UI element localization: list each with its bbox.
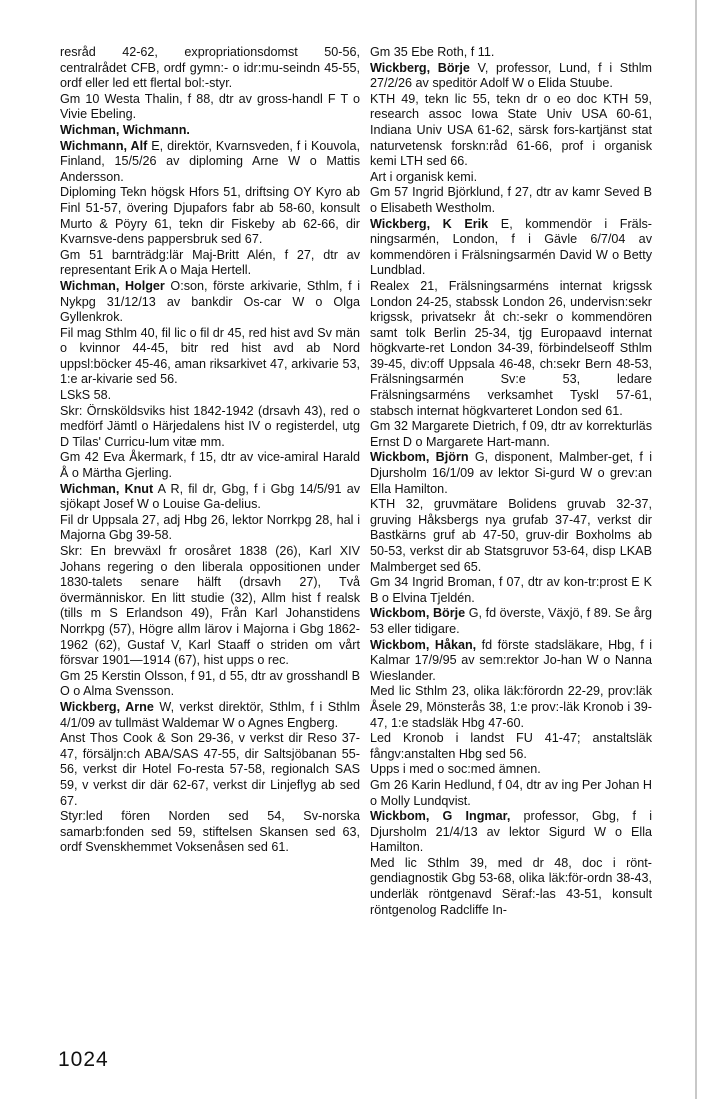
entry-headword: Wickbom, Håkan, — [370, 637, 477, 652]
entry-headword: Wickberg, Börje — [370, 60, 470, 75]
entry-text: Gm 51 barnträdg:lär Maj-Britt Alén, f 27, dtr av representant Erik A o Maja Hertell. — [60, 247, 360, 278]
right-column — [370, 45, 652, 918]
entry-paragraph — [370, 809, 652, 856]
page-edge-line — [695, 0, 697, 1099]
entry-text: G, fd överste, Växjö, f 89. Se årg 53 eller tidigare. — [370, 606, 652, 636]
entry-paragraph — [370, 279, 652, 419]
entry-text: Gm 25 Kerstin Olsson, f 91, d 55, dtr av grosshandl B O o Alma Svensson. — [60, 668, 360, 699]
entry-paragraph — [60, 731, 360, 809]
entry-text: Med lic Sthlm 39, med dr 48, doc i rönt-gendiagnostik Gbg 53-68, olika läk:för-ordn 38-43, underläk röntgenavd Sëraf:-las 43-51, konsult röntgenolog Radcliffe In- — [370, 855, 652, 917]
entry-headword: Wickbom, Björn — [370, 450, 469, 465]
entry-paragraph — [60, 388, 360, 404]
entry-paragraph — [60, 92, 360, 123]
entry-text: Gm 57 Ingrid Björklund, f 27, dtr av kamr Seved B o Elisabeth Westholm. — [370, 185, 652, 215]
entry-paragraph — [370, 684, 652, 731]
entry-paragraph — [60, 326, 360, 388]
entry-paragraph — [60, 248, 360, 279]
entry-text: Fil dr Uppsala 27, adj Hbg 26, lektor Norrkpg 28, hal i Majorna Gbg 39-58. — [60, 512, 360, 543]
entry-paragraph — [370, 419, 652, 450]
entry-paragraph — [370, 762, 652, 778]
entry-text: E, kommendör i Fräls-ningsarmén, London, f i Gävle 6/7/04 av kommendören i Frälsningsarmén David W o Betty Lundblad. — [370, 216, 652, 278]
entry-text: Art i organisk kemi. — [370, 169, 478, 184]
entry-text: Fil mag Sthlm 40, fil lic o fil dr 45, red hist avd Sv män o kvinnor 44-45, bitr red hist avd ab Nord uppsl:böcker 45-46, aman riksarkivet 47, arkivarie 53, 1:e ar-kivarie sed 56. — [60, 325, 360, 387]
entry-paragraph — [60, 279, 360, 326]
entry-text: O:son, förste arkivarie, Sthlm, f i Nykpg 31/12/13 av bankdir Os-car W o Olga Gyllenkrok. — [60, 278, 361, 325]
entry-text: V, professor, Lund, f i Sthlm 27/2/26 av speditör Adolf W o Elida Stuube. — [370, 60, 652, 91]
entry-text: Diploming Tekn högsk Hfors 51, driftsing OY Kyro ab Finl 51-57, övering Djupafors fabr ab 58-60, konsult Murto & Pöyry 61, tekn dir Fiskeby ab 62-66, dir Kvarnsve-dens pappersbruk sed 67. — [60, 185, 360, 247]
entry-text: Gm 35 Ebe Roth, f 11. — [370, 45, 495, 59]
entry-paragraph — [370, 731, 652, 762]
entry-paragraph — [370, 185, 652, 216]
entry-text: W, verkst direktör, Sthlm, f i Sthlm 4/1/09 av tullmäst Waldemar W o Agnes Engberg. — [60, 699, 361, 730]
left-column — [60, 45, 360, 856]
entry-text: LSkS 58. — [60, 388, 112, 403]
entry-paragraph — [370, 606, 652, 637]
entry-paragraph — [60, 139, 360, 186]
entry-text: professor, Gbg, f i Djursholm 21/4/13 av lektor Sigurd W o Ella Hamilton. — [370, 809, 652, 855]
entry-paragraph — [60, 669, 360, 700]
page-number: 1024 — [58, 1048, 109, 1071]
entry-paragraph — [60, 513, 360, 544]
entry-text: Gm 26 Karin Hedlund, f 04, dtr av ing Per Johan H o Molly Lundqvist. — [370, 777, 652, 808]
entry-headword: Wickbom, Börje — [370, 606, 466, 621]
entry-text: Led Kronob i landst FU 41-47; anstaltsläk fångv:anstalten Hbg sed 56. — [370, 731, 652, 761]
entry-text: Gm 42 Eva Åkermark, f 15, dtr av vice-amiral Harald Å o Märtha Gjerling. — [60, 450, 360, 481]
entry-paragraph — [60, 185, 360, 247]
entry-paragraph — [370, 856, 652, 918]
entry-text: KTH 49, tekn lic 55, tekn dr o eo doc KTH 59, research assoc Iowa State Univ USA 60-61, Indiana Univ USA 61-62, särsk fors-kartjänst stat naturvetensk forskn:råd 61-66, prof i organisk kemi LTH sed 66. — [370, 91, 652, 169]
entry-text: Gm 10 Westa Thalin, f 88, dtr av gross-handl F T o Vivie Ebeling. — [60, 91, 360, 122]
entry-headword: Wickberg, K Erik — [370, 216, 489, 231]
entry-paragraph — [370, 575, 652, 606]
entry-text: A R, fil dr, Gbg, f i Gbg 14/5/91 av sjökapt Josef W o Louise Ga-delius. — [60, 481, 360, 512]
entry-paragraph — [370, 45, 652, 61]
entry-text: Styr:led fören Norden sed 54, Sv-norska samarb:fonden sed 59, stiftelsen Skansen sed 63, ordf Svenskhemmet Voksenåsen sed 61. — [60, 809, 360, 855]
entry-headword: Wickberg, Arne — [60, 699, 154, 714]
entry-text: E, direktör, Kvarnsveden, f i Kouvola, Finland, 15/5/26 av diploming Arne W o Mattis Andersson. — [60, 138, 360, 184]
entry-paragraph — [370, 92, 652, 170]
entry-paragraph — [60, 450, 360, 481]
entry-paragraph — [60, 809, 360, 856]
entry-text: Gm 32 Margarete Dietrich, f 09, dtr av korrekturläs Ernst D o Margarete Hart-mann. — [370, 419, 652, 449]
entry-headword: Wickbom, G Ingmar, — [370, 809, 511, 824]
entry-text: Gm 34 Ingrid Broman, f 07, dtr av kon-tr:prost E K B o Elvina Tjeldén. — [370, 575, 652, 605]
entry-paragraph — [60, 123, 360, 139]
entry-headword: Wichman, Holger — [60, 278, 165, 293]
entry-text: Anst Thos Cook & Son 29-36, v verkst dir Reso 37-47, försäljn:ch ABA/SAS 47-55, dir Saltsjöbanan 55-56, verkst dir Hotel Fo-resta 57-58, regionalch SAS 59, v verkst dir där 62-67, verkst dir Linjeflyg ab sed 67. — [60, 731, 360, 808]
entry-headword: Wichman, Wichmann. — [60, 122, 190, 137]
entry-paragraph — [370, 638, 652, 685]
entry-paragraph — [60, 404, 360, 451]
entry-text: Realex 21, Frälsningsarméns internat krigssk London 24-25, stabssk London 26, undervisn:sekr krigssk, privatsekr åt ch:-sekr o kommendören samt tolk Berlin 25-34, tjg Europaavd internat högkvarte-ret London 34-39, förbindelseoff Sthlm 39-45, div:off Uppsala 46-48, ch:sekr Bern 48-53, Frälsningsarmén Sv:e 53, ledare Frälsningsarméns verksamhet Tyskl 57-61, stabsch internat högkvarteret London sed 61. — [370, 278, 652, 418]
entry-text: fd förste stadsläkare, Hbg, f i Kalmar 17/9/95 av sem:rektor Jo-han W o Nanna Wieslander. — [370, 637, 652, 683]
entry-paragraph — [370, 217, 652, 279]
entry-text: G, disponent, Malmber-get, f i Djursholm 16/1/09 av lektor Si-gurd W o grev:an Ella Hamilton. — [370, 450, 653, 496]
entry-paragraph — [370, 778, 652, 809]
entry-paragraph — [60, 700, 360, 731]
entry-text: Skr: En brevväxl fr orosåret 1838 (26), Karl XIV Johans regering o den liberala oppositionen under 1830-talets senare hälft (drsavh 27), Två övermänniskor. En litt studie (32), Allm hist f realsk (tills m S Erlandson 49), Från Karl Johanstidens Norrkpg (57), Högre allm lärov i Majorna i Gbg 1862-1962 (62), Gustaf V, Karl Staaff o striden om vårt försvar 1901—1914 (67), hist upps o rec. — [60, 544, 360, 668]
entry-paragraph — [370, 450, 652, 497]
entry-paragraph — [370, 497, 652, 575]
entry-paragraph — [370, 61, 652, 92]
entry-text: Med lic Sthlm 23, olika läk:förordn 22-29, prov:läk Åsele 29, Mönsterås 38, 1:e prov:-läk Kronob i 39-47, 1:e stadsläk Hbg 47-60. — [370, 684, 652, 730]
entry-text: KTH 32, gruvmätare Bolidens gruvab 32-37, gruving Håksbergs nya grufab 37-47, verkst dir Bastkärns gruf ab 47-50, gruv-dir Boxholms ab 50-53, verkst dir ab Statsgruvor 53-64, disp LKAB Malmberget sed 65. — [370, 497, 652, 574]
entry-paragraph — [60, 45, 360, 92]
entry-text: resråd 42-62, expropriationsdomst 50-56, centralrådet CFB, ordf gymn:- o idr:mu-seindn 45-55, ordf eller led ett flertal bol:-styr. — [60, 45, 360, 91]
entry-headword: Wichmann, Alf — [60, 138, 148, 153]
entry-paragraph — [370, 170, 652, 186]
entry-paragraph — [60, 544, 360, 669]
entry-headword: Wichman, Knut — [60, 481, 154, 496]
entry-paragraph — [60, 482, 360, 513]
entry-text: Skr: Örnsköldsviks hist 1842-1942 (drsavh 43), red o medförf Jämtl o Härjedalens hist IV o registerdel, utg D Tilas' Curricu-lum vitæ mm. — [60, 403, 360, 449]
entry-text: Upps i med o soc:med ämnen. — [370, 762, 541, 777]
